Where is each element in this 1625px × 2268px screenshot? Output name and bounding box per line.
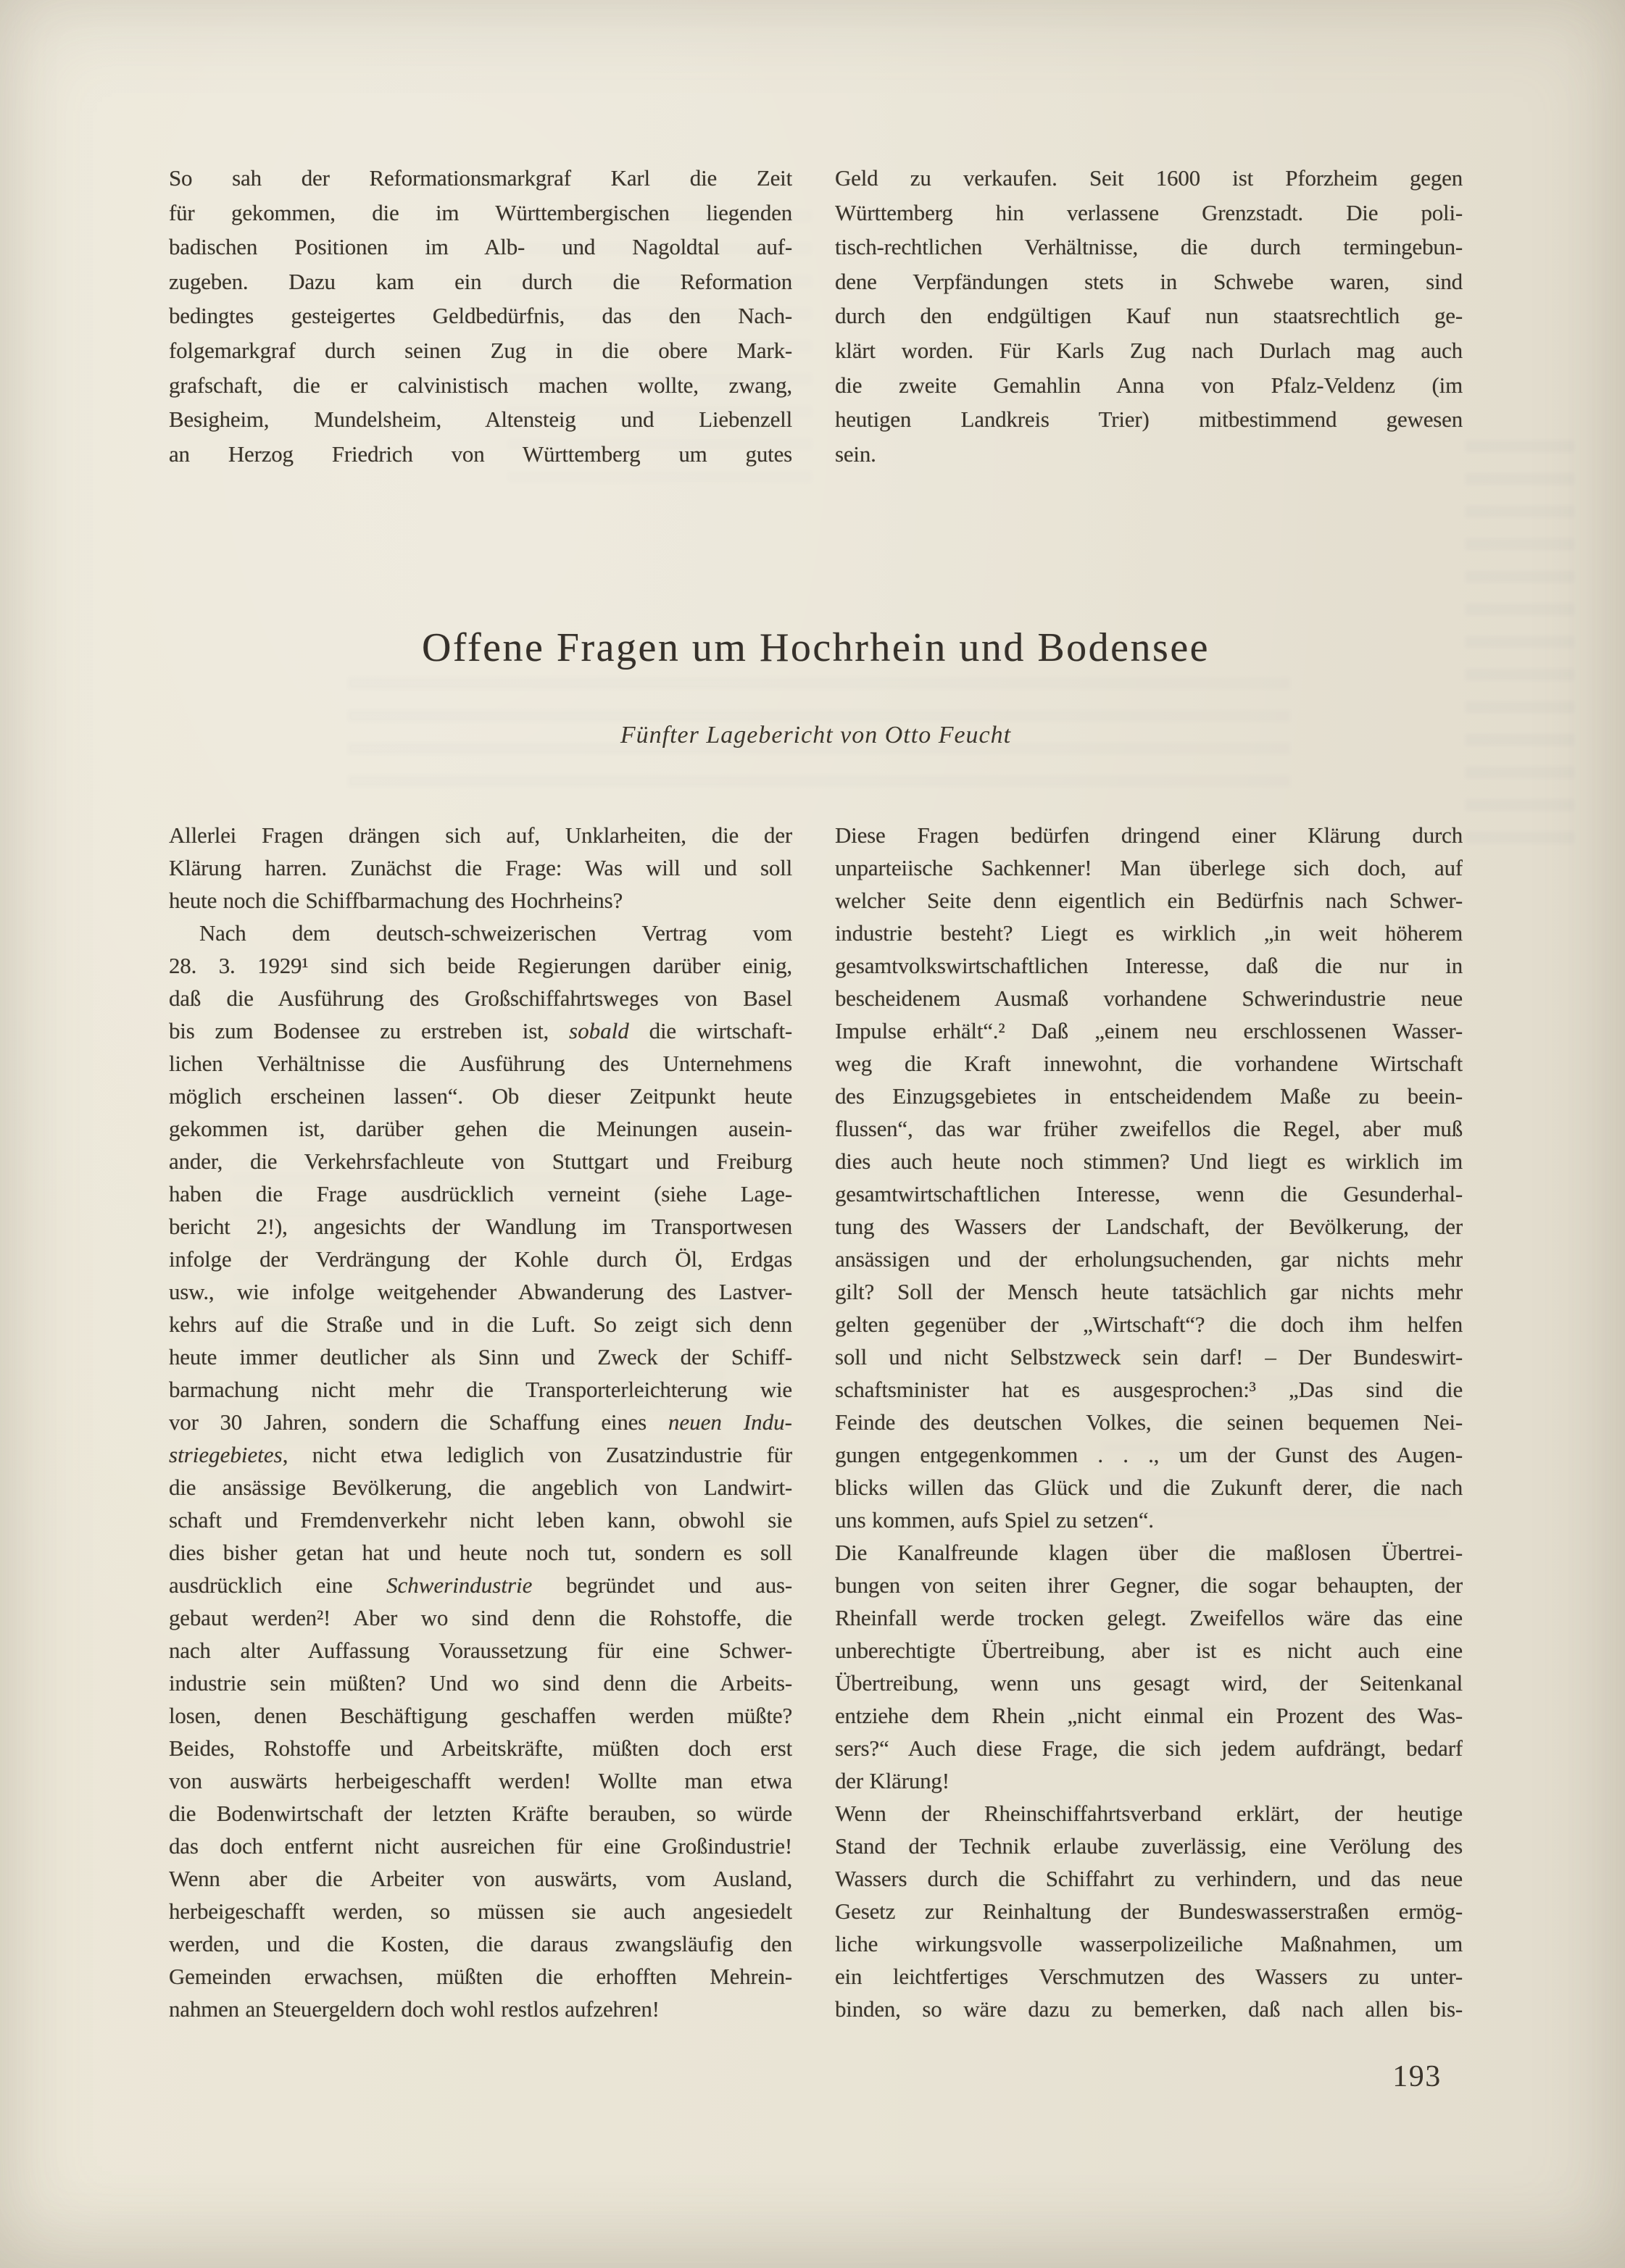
text-line: 28. 3. 1929¹ sind sich beide Regierungen darüber einig, xyxy=(169,953,792,978)
text-line: bedingtes gesteigertes Geldbedürfnis, das den Nach- xyxy=(169,303,792,329)
intro-right-column xyxy=(835,161,1463,471)
text-line: flussen“, das war früher zweifellos die Regel, aber muß xyxy=(835,1116,1463,1141)
text-line: für gekommen, die im Württembergischen liegenden xyxy=(169,199,792,225)
text-line: des Einzugsgebietes in entscheidendem Maße zu beein- xyxy=(835,1083,1463,1109)
text-line: schaft und Fremdenverkehr nicht leben kann, obwohl sie xyxy=(169,1507,792,1533)
text-line: soll und nicht Selbstzweck sein darf! – Der Bundeswirt- xyxy=(835,1344,1463,1369)
body-right-column xyxy=(835,819,1463,2025)
text-line: werden, und die Kosten, die daraus zwangsläufig den xyxy=(169,1931,792,1956)
text-line: sers?“ Auch diese Frage, die sich jedem aufdrängt, bedarf xyxy=(835,1735,1463,1761)
text-line: folgemarkgraf durch seinen Zug in die obere Mark- xyxy=(169,337,792,363)
text-line: nahmen an Steuergeldern doch wohl restlos aufzehren! xyxy=(169,1996,660,2022)
text-line: weg die Kraft innewohnt, die vorhandene Wirtschaft xyxy=(835,1051,1463,1076)
text-line: gungen entgegenkommen . . ., um der Gunst des Augen- xyxy=(835,1442,1463,1467)
text-line: binden, so wäre dazu zu bemerken, daß nach allen bis- xyxy=(835,1996,1463,2022)
text-line: tisch-rechtlichen Verhältnisse, die durch termingebun- xyxy=(835,234,1463,260)
text-line: blicks willen das Glück und die Zukunft derer, die nach xyxy=(835,1475,1463,1500)
text-line: gekommen ist, darüber gehen die Meinungen ausein- xyxy=(169,1116,792,1141)
text-line: unparteiische Sachkenner! Man überlege sich doch, auf xyxy=(835,855,1463,880)
text-line: ein leichtfertiges Verschmutzen des Wassers zu unter- xyxy=(835,1964,1463,1989)
text-line: industrie sein müßten? Und wo sind denn die Arbeits- xyxy=(169,1670,792,1696)
text-line: herbeigeschafft werden, so müssen sie auch angesiedelt xyxy=(169,1898,792,1924)
text-line: bescheidenem Ausmaß vorhandene Schwerindustrie neue xyxy=(835,985,1463,1011)
text-line: infolge der Verdrängung der Kohle durch Öl, Erdgas xyxy=(169,1246,792,1272)
text-line: Gesetz zur Reinhaltung der Bundeswasserstraßen ermög- xyxy=(835,1898,1463,1924)
text-line: heute noch die Schiffbarmachung des Hochrheins? xyxy=(169,888,623,913)
text-line: gesamtwirtschaftlichen Interesse, wenn die Gesunderhal- xyxy=(835,1181,1463,1206)
text-line: haben die Frage ausdrücklich verneint (siehe Lage- xyxy=(169,1181,792,1206)
text-line: uns kommen, aufs Spiel zu setzen“. xyxy=(835,1507,1154,1533)
text-line: lichen Verhältnisse die Ausführung des Unternehmens xyxy=(169,1051,792,1076)
text-line: sein. xyxy=(835,441,876,467)
text-line: heute immer deutlicher als Sinn und Zweck der Schiff- xyxy=(169,1344,792,1369)
intro-left-column xyxy=(169,161,792,471)
text-line: usw., wie infolge weitgehender Abwanderung des Lastver- xyxy=(169,1279,792,1304)
text-line: Diese Fragen bedürfen dringend einer Klärung durch xyxy=(835,822,1463,848)
text-line: Beides, Rohstoffe und Arbeitskräfte, müßten doch erst xyxy=(169,1735,792,1761)
text-line: Klärung harren. Zunächst die Frage: Was will und soll xyxy=(169,855,792,880)
text-line: gelten gegenüber der „Wirtschaft“? die doch ihm helfen xyxy=(835,1312,1463,1337)
text-line: Nach dem deutsch-schweizerischen Vertrag vom xyxy=(199,920,792,946)
text-line: der Klärung! xyxy=(835,1768,949,1793)
text-line: dies auch heute noch stimmen? Und liegt es wirklich im xyxy=(835,1148,1463,1174)
text-line: zugeben. Dazu kam ein durch die Reformation xyxy=(169,268,792,294)
text-line: So sah der Reformationsmarkgraf Karl die Zeit xyxy=(169,165,792,191)
text-line: Gemeinden erwachsen, müßten die erhofften Mehrein- xyxy=(169,1964,792,1989)
text-line: Geld zu verkaufen. Seit 1600 ist Pforzheim gegen xyxy=(835,165,1463,191)
text-line: badischen Positionen im Alb- und Nagoldtal auf- xyxy=(169,234,792,260)
bleed-through-ghost xyxy=(1466,441,1574,843)
text-line: bericht 2!), angesichts der Wandlung im Transportwesen xyxy=(169,1214,792,1239)
text-line: barmachung nicht mehr die Transporterleichterung wie xyxy=(169,1377,792,1402)
text-line: von auswärts herbeigeschafft werden! Wollte man etwa xyxy=(169,1768,792,1793)
text-line: liche wirkungsvolle wasserpolizeiliche Maßnahmen, um xyxy=(835,1931,1463,1956)
text-line: die Bodenwirtschaft der letzten Kräfte berauben, so würde xyxy=(169,1801,792,1826)
text-line: Wassers durch die Schiffahrt zu verhindern, und das neue xyxy=(835,1866,1463,1891)
text-line: welcher Seite denn eigentlich ein Bedürfnis nach Schwer- xyxy=(835,888,1463,913)
article-subtitle: Fünfter Lagebericht von Otto Feucht xyxy=(620,722,1012,749)
text-line: die ansässige Bevölkerung, die angeblich von Landwirt- xyxy=(169,1475,792,1500)
text-line: an Herzog Friedrich von Württemberg um gutes xyxy=(169,441,792,467)
text-line: Rheinfall werde trocken gelegt. Zweifellos wäre das eine xyxy=(835,1605,1463,1630)
text-line: Allerlei Fragen drängen sich auf, Unklarheiten, die der xyxy=(169,822,792,848)
text-line: ansässigen und der erholungsuchenden, gar nichts mehr xyxy=(835,1246,1463,1272)
text-line: unberechtigte Übertreibung, aber ist es nicht auch eine xyxy=(835,1638,1463,1663)
text-line: das doch entfernt nicht ausreichen für eine Großindustrie! xyxy=(169,1833,792,1859)
text-line: klärt worden. Für Karls Zug nach Durlach mag auch xyxy=(835,337,1463,363)
text-line: dene Verpfändungen stets in Schwebe waren, sind xyxy=(835,268,1463,294)
text-line: Stand der Technik erlaube zuverlässig, eine Verölung des xyxy=(835,1833,1463,1859)
text-line: gesamtvolkswirtschaftlichen Interesse, daß die nur in xyxy=(835,953,1463,978)
text-line: Württemberg hin verlassene Grenzstadt. Die poli- xyxy=(835,199,1463,225)
text-line: striegebietes, nicht etwa lediglich von Zusatzindustrie für xyxy=(169,1442,792,1467)
body-left-column xyxy=(169,819,792,2025)
text-line: schaftsminister hat es ausgesprochen:³ „Das sind die xyxy=(835,1377,1463,1402)
text-line: durch den endgültigen Kauf nun staatsrechtlich ge- xyxy=(835,303,1463,329)
text-line: dies bisher getan hat und heute noch tut, sondern es soll xyxy=(169,1540,792,1565)
text-line: losen, denen Beschäftigung geschaffen werden müßte? xyxy=(169,1703,792,1728)
text-line: entziehe dem Rhein „nicht einmal ein Prozent des Was- xyxy=(835,1703,1463,1728)
text-line: ausdrücklich eine Schwerindustrie begründet und aus- xyxy=(169,1572,792,1598)
text-line: grafschaft, die er calvinistisch machen wollte, zwang, xyxy=(169,372,792,398)
text-line: Die Kanalfreunde klagen über die maßlosen Übertrei- xyxy=(835,1540,1463,1565)
text-line: industrie besteht? Liegt es wirklich „in weit höherem xyxy=(835,920,1463,946)
text-line: nach alter Auffassung Voraussetzung für eine Schwer- xyxy=(169,1638,792,1663)
text-line: die zweite Gemahlin Anna von Pfalz-Veldenz (im xyxy=(835,372,1463,398)
text-line: daß die Ausführung des Großschiffahrtsweges von Basel xyxy=(169,985,792,1011)
text-line: heutigen Landkreis Trier) mitbestimmend gewesen xyxy=(835,407,1463,433)
text-line: Feinde des deutschen Volkes, die seinen bequemen Nei- xyxy=(835,1409,1463,1435)
text-line: ander, die Verkehrsfachleute von Stuttgart und Freiburg xyxy=(169,1148,792,1174)
text-line: gebaut werden²! Aber wo sind denn die Rohstoffe, die xyxy=(169,1605,792,1630)
text-line: bis zum Bodensee zu erstreben ist, sobald die wirtschaft- xyxy=(169,1018,792,1043)
article-title: Offene Fragen um Hochrhein und Bodensee xyxy=(421,625,1210,670)
page-number: 193 xyxy=(1392,2060,1442,2093)
text-line: Besigheim, Mundelsheim, Altensteig und Liebenzell xyxy=(169,407,792,433)
text-line: Übertreibung, wenn uns gesagt wird, der Seitenkanal xyxy=(835,1670,1463,1696)
text-line: bungen von seiten ihrer Gegner, die sogar behaupten, der xyxy=(835,1572,1463,1598)
text-line: vor 30 Jahren, sondern die Schaffung eines neuen Indu- xyxy=(169,1409,792,1435)
text-line: gilt? Soll der Mensch heute tatsächlich gar nichts mehr xyxy=(835,1279,1463,1304)
text-line: kehrs auf die Straße und in die Luft. So zeigt sich denn xyxy=(169,1312,792,1337)
text-line: Impulse erhält“.² Daß „einem neu erschlossenen Wasser- xyxy=(835,1018,1463,1043)
text-line: möglich erscheinen lassen“. Ob dieser Zeitpunkt heute xyxy=(169,1083,792,1109)
text-line: Wenn der Rheinschiffahrtsverband erklärt, der heutige xyxy=(835,1801,1463,1826)
text-line: Wenn aber die Arbeiter von auswärts, vom Ausland, xyxy=(169,1866,792,1891)
text-line: tung des Wassers der Landschaft, der Bevölkerung, der xyxy=(835,1214,1463,1239)
